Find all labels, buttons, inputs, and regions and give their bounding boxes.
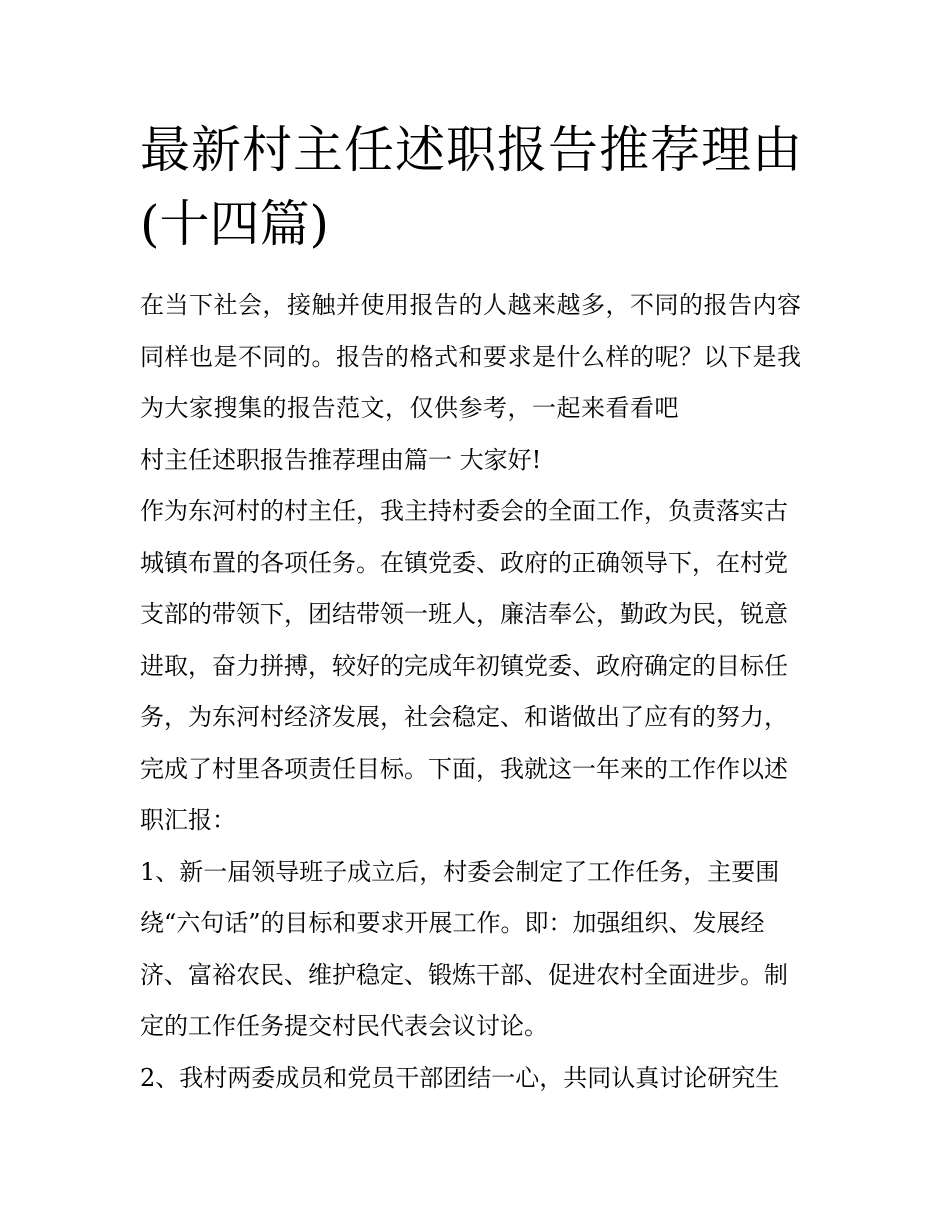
text-line: 在当下社会，接触并使用报告的人越来越多，不同的报告内容 xyxy=(140,291,802,319)
text-line: 作为东河村的村主任，我主持村委会的全面工作，负责落实古 xyxy=(140,497,788,525)
text-line: 定的工作任务提交村民代表会议讨论。 xyxy=(140,1012,548,1040)
numbered-paragraph-2 xyxy=(140,1053,812,1105)
numbered-paragraph-1 xyxy=(140,847,812,1053)
document-title xyxy=(140,112,812,262)
body-paragraph xyxy=(140,486,812,847)
text-line: 济、富裕农民、维护稳定、锻炼干部、促进农村全面进步。制 xyxy=(140,960,788,989)
text-line: 2、我村两委成员和党员干部团结一心，共同认真讨论研究生 xyxy=(140,1063,780,1092)
text-line: 职汇报： xyxy=(140,806,236,834)
text-line: 完成了村里各项责任目标。下面，我就这一年来的工作作以述 xyxy=(140,754,788,783)
text-line: 村主任述职报告推荐理由篇一 大家好! xyxy=(140,445,542,474)
document-body xyxy=(140,280,812,1104)
title-line: (十四篇) xyxy=(140,195,330,253)
text-line: 同样也是不同的。报告的格式和要求是什么样的呢？以下是我 xyxy=(140,342,802,371)
title-line: 最新村主任述职报告推荐理由 xyxy=(140,121,803,179)
section-heading-paragraph xyxy=(140,435,812,487)
document-page xyxy=(140,112,812,1104)
text-line: 绕“六句话”的目标和要求开展工作。即：加强组织、发展经 xyxy=(140,909,765,937)
text-line: 支部的带领下，团结带领一班人，廉洁奉公，勤政为民，锐意 xyxy=(140,600,788,628)
text-line: 1、新一届领导班子成立后，村委会制定了工作任务，主要围 xyxy=(140,857,780,886)
intro-paragraph xyxy=(140,280,812,435)
text-line: 进取，奋力拼搏，较好的完成年初镇党委、政府确定的目标任 xyxy=(140,651,788,680)
text-line: 务，为东河村经济发展，社会稳定、和谐做出了应有的努力， xyxy=(140,703,788,731)
text-line: 城镇布置的各项任务。在镇党委、政府的正确领导下，在村党 xyxy=(140,548,788,577)
text-line: 为大家搜集的报告范文，仅供参考，一起来看看吧 xyxy=(140,394,679,422)
